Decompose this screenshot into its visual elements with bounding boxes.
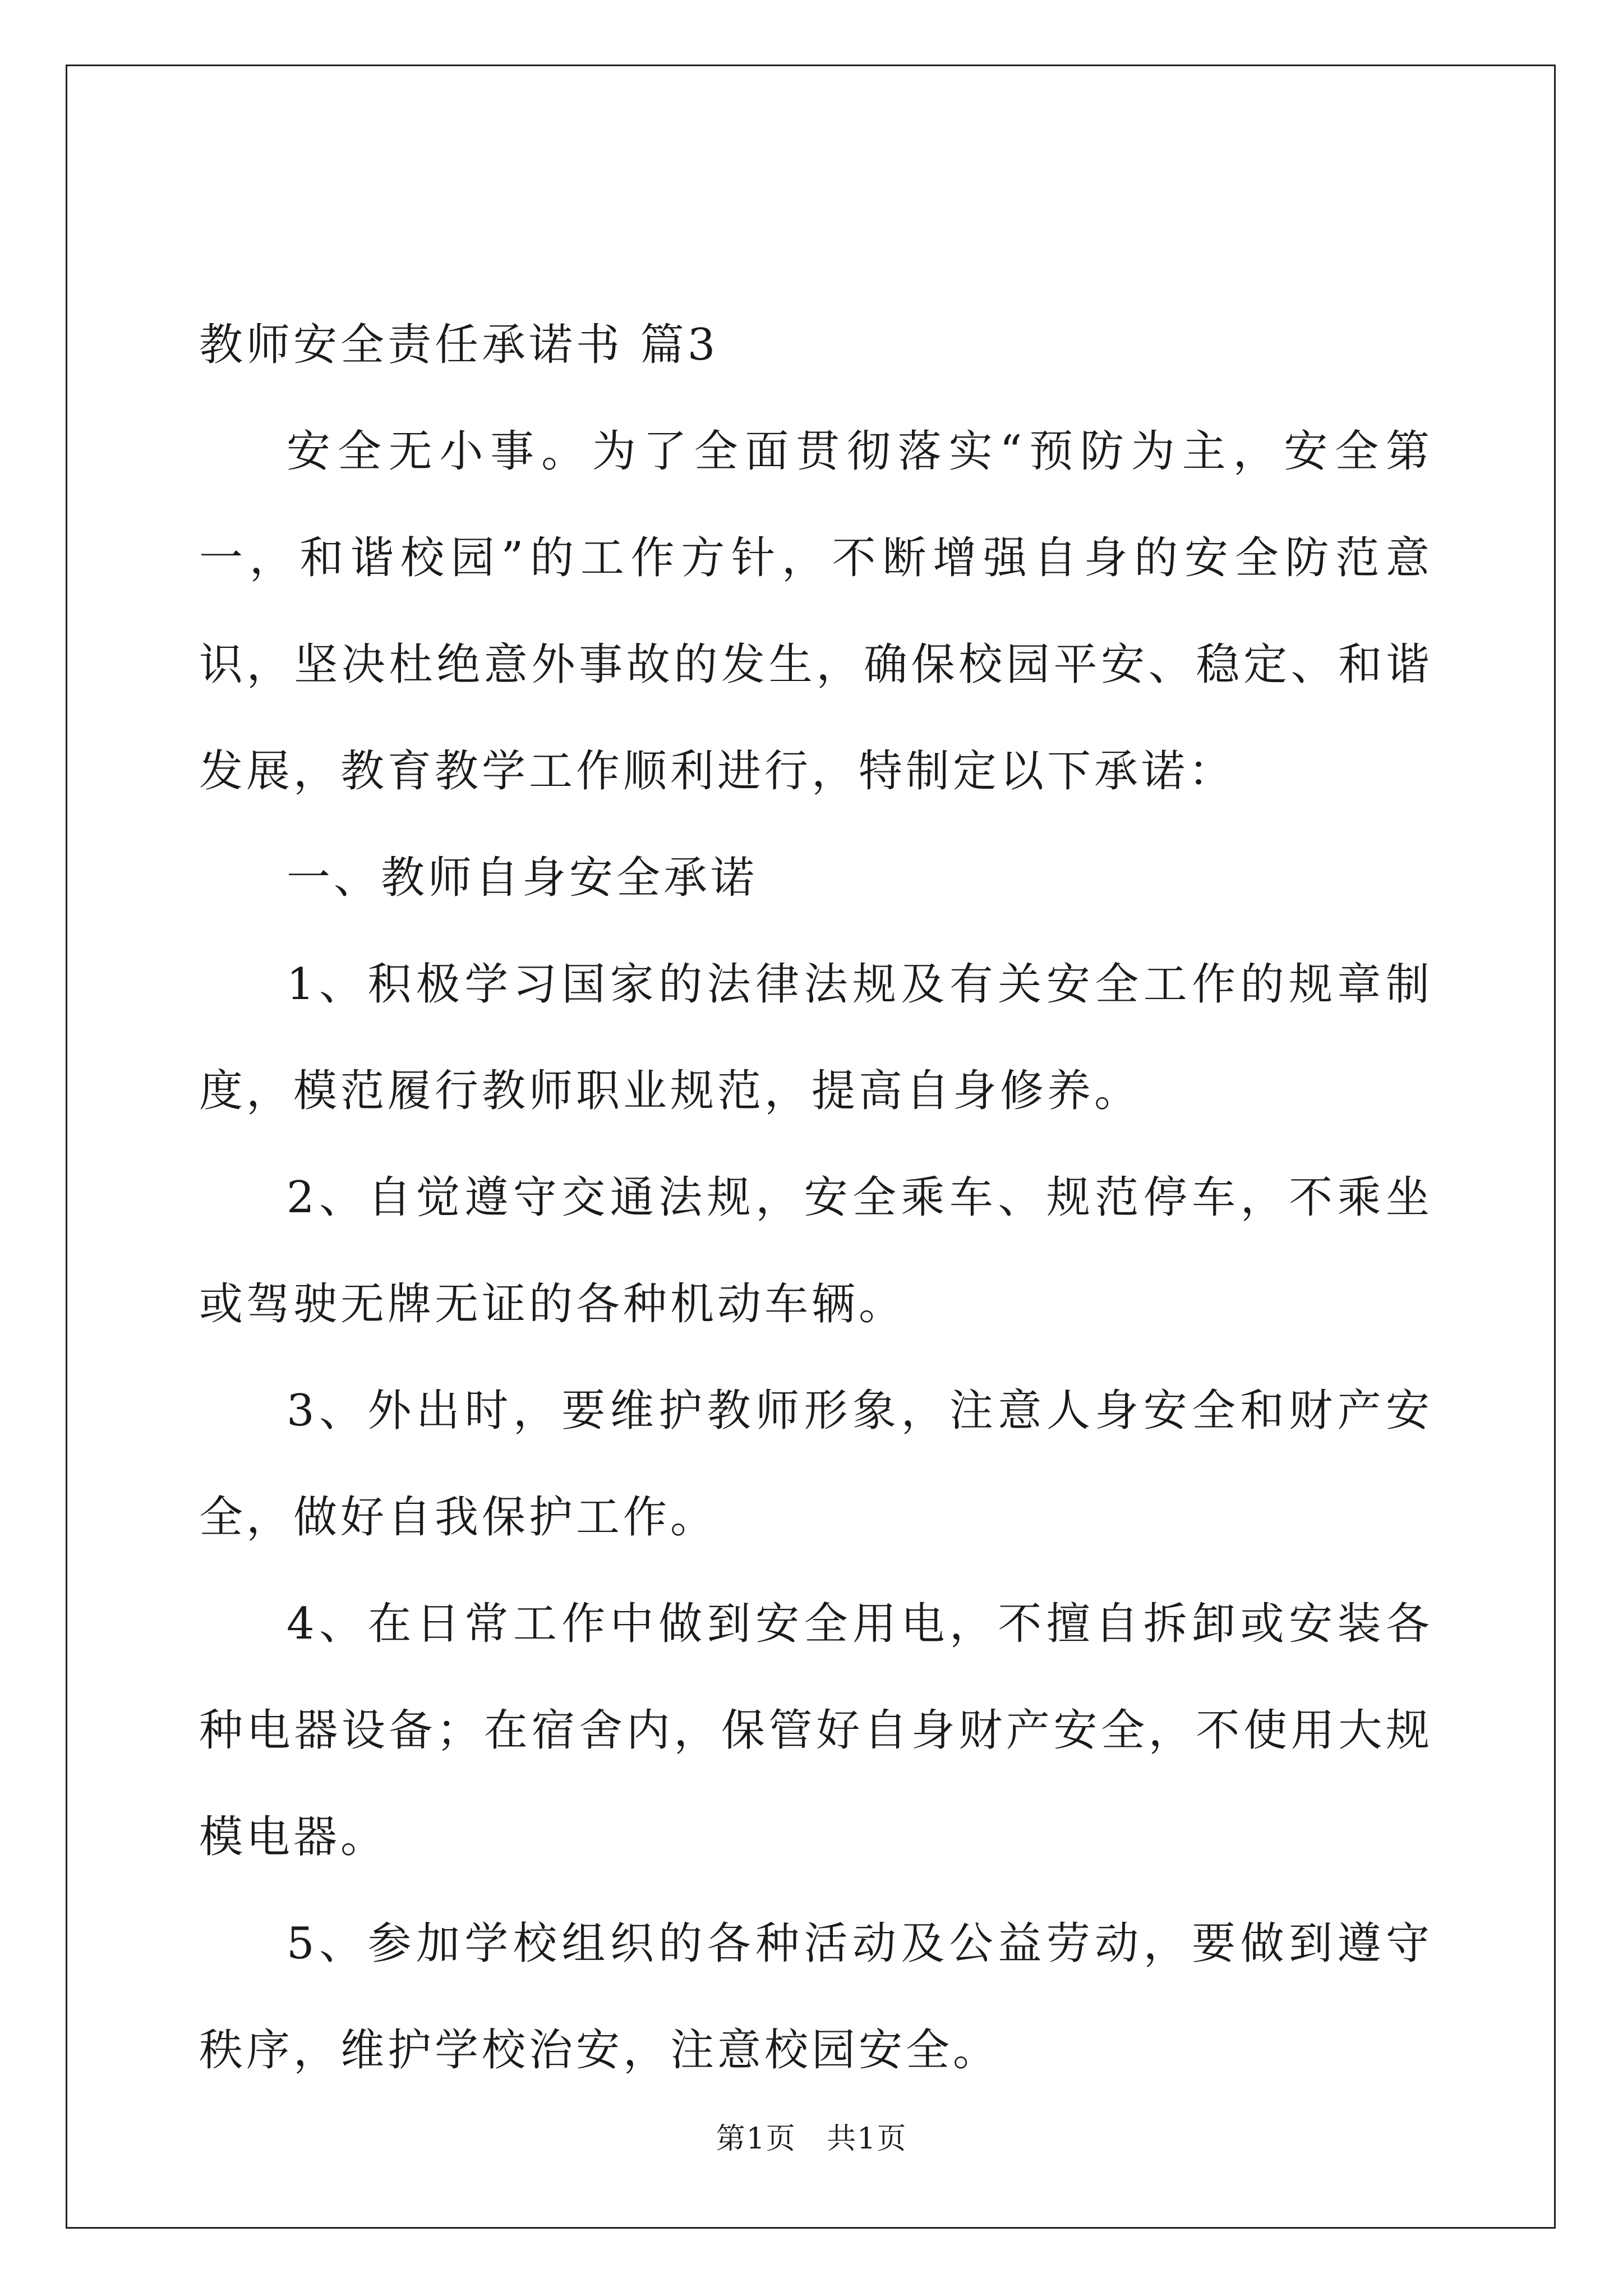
document-body [199,292,1433,2104]
page-total: 共1页 [827,2122,907,2156]
paragraph-intro: 安全无小事。为了全面贯彻落实“预防为主，安全第一，和谐校园”的工作方针，不断增强自身的安全防范意识，坚决杜绝意外事故的发生，确保校园平安、稳定、和谐发展，教育教学工作顺利进行，特制定以下承诺： [199,426,1433,797]
section-heading: 一、教师自身安全承诺 [287,853,758,903]
paragraph-item-3: 3、外出时，要维护教师形象，注意人身安全和财产安全，做好自我保护工作。 [199,1386,1433,1543]
page-footer [0,2115,1623,2157]
paragraph-item-2: 2、自觉遵守交通法规，安全乘车、规范停车，不乘坐或驾驶无牌无证的各种机动车辆。 [199,1172,1433,1329]
paragraph-item-5: 5、参加学校组织的各种活动及公益劳动，要做到遵守秩序，维护学校治安，注意校园安全。 [199,1918,1433,2076]
document-title: 教师安全责任承诺书 篇3 [199,320,719,370]
page-number: 第1页 [716,2122,796,2156]
paragraph-item-1: 1、积极学习国家的法律法规及有关安全工作的规章制度，模范履行教师职业规范，提高自身修养。 [199,959,1433,1116]
paragraph-item-4: 4、在日常工作中做到安全用电，不擅自拆卸或安装各种电器设备；在宿舍内，保管好自身财产安全，不使用大规模电器。 [199,1599,1433,1862]
